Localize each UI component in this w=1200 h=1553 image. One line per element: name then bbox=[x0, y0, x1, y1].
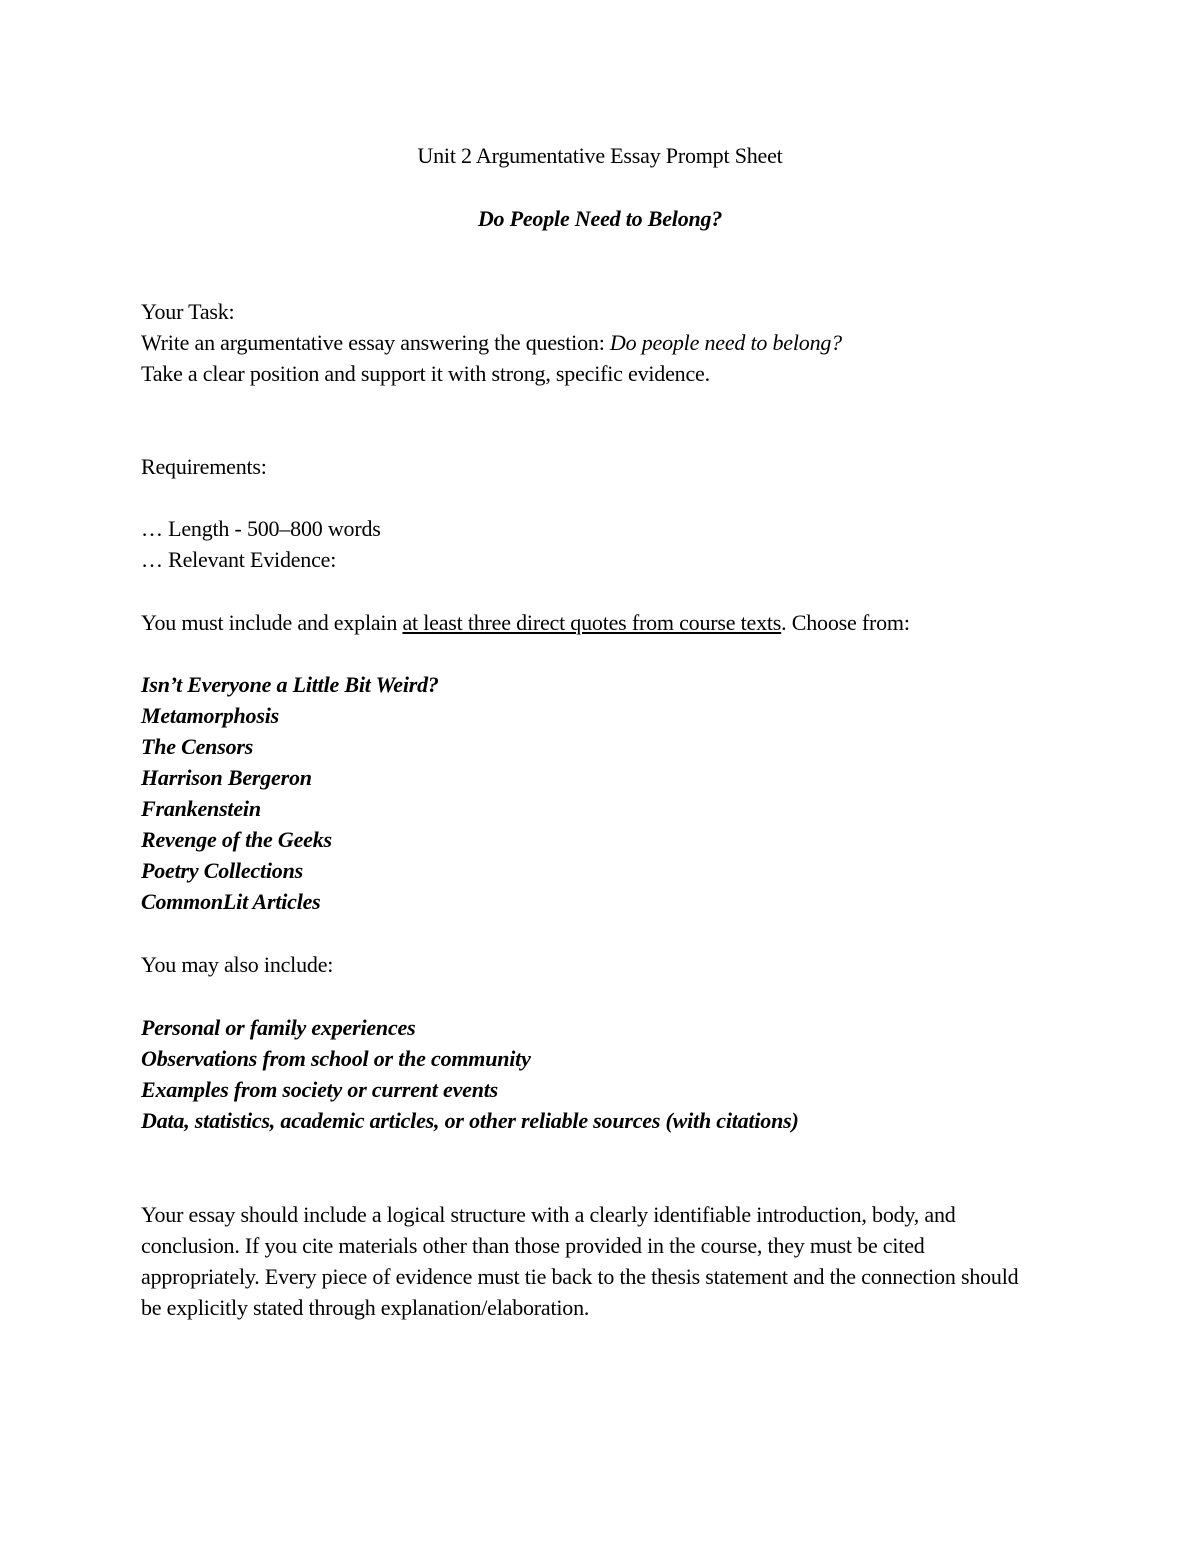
course-text-item: The Censors bbox=[141, 734, 254, 759]
requirements-heading: Requirements: bbox=[141, 454, 267, 479]
document-subtitle: Do People Need to Belong? bbox=[477, 206, 723, 231]
course-text-item: Revenge of the Geeks bbox=[141, 827, 332, 852]
evidence-instruction bbox=[141, 607, 910, 638]
requirement-item: … Length - 500–800 words bbox=[141, 516, 381, 541]
evidence-suffix: . Choose from: bbox=[781, 610, 910, 635]
evidence-prefix: You must include and explain bbox=[141, 610, 403, 635]
optional-item: Examples from society or current events bbox=[141, 1077, 499, 1102]
optional-item: Observations from school or the community bbox=[141, 1046, 531, 1071]
course-text-item: Harrison Bergeron bbox=[141, 765, 312, 790]
task-line-1 bbox=[141, 327, 842, 358]
task-line-2: Take a clear position and support it with strong, specific evidence. bbox=[141, 361, 710, 386]
optional-item: Personal or family experiences bbox=[141, 1015, 416, 1040]
course-text-item: Poetry Collections bbox=[141, 858, 303, 883]
evidence-underlined: at least three direct quotes from course texts bbox=[402, 610, 782, 635]
optional-heading: You may also include: bbox=[141, 952, 334, 977]
optional-item: Data, statistics, academic articles, or other reliable sources (with citations) bbox=[141, 1108, 799, 1133]
document-header: Unit 2 Argumentative Essay Prompt Sheet bbox=[417, 143, 783, 168]
course-text-item: CommonLit Articles bbox=[141, 889, 321, 914]
course-text-item: Frankenstein bbox=[141, 796, 261, 821]
course-text-item: Isn’t Everyone a Little Bit Weird? bbox=[141, 672, 439, 697]
closing-paragraph: Your essay should include a logical structure with a clearly identifiable introduction, body, and conclusion. If you cite materials other than those provided in the course, they must be cited appropriately. Every piece of evidence must tie back to the thesis statement and the connection should be explicitly stated through explanation/elaboration. bbox=[141, 1202, 1019, 1320]
course-text-item: Metamorphosis bbox=[141, 703, 279, 728]
task-question: Do people need to belong? bbox=[609, 330, 842, 355]
requirement-item: … Relevant Evidence: bbox=[141, 547, 337, 572]
task-line-1-prefix: Write an argumentative essay answering the question: bbox=[141, 330, 610, 355]
task-heading: Your Task: bbox=[141, 299, 235, 324]
